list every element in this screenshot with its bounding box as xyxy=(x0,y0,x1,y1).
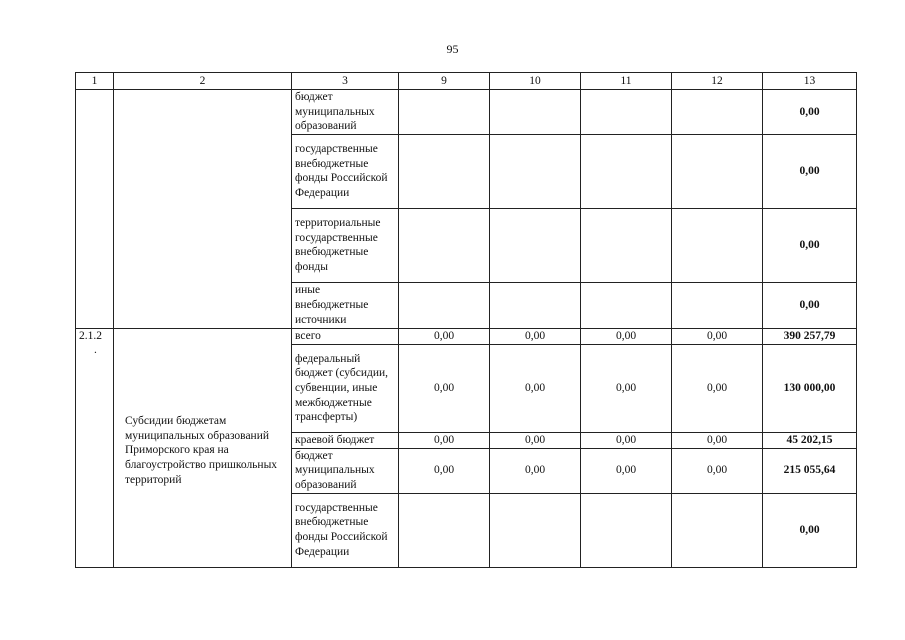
value-cell xyxy=(490,134,581,208)
header-cell: 1 xyxy=(76,73,114,90)
value-cell xyxy=(581,134,672,208)
row-number: 2.1.2 xyxy=(79,329,102,342)
total-cell: 45 202,15 xyxy=(763,432,857,448)
row-number-cell xyxy=(76,328,114,567)
value-cell: 0,00 xyxy=(581,328,672,344)
row-name-cell xyxy=(114,328,292,567)
value-cell: 0,00 xyxy=(490,432,581,448)
header-cell: 10 xyxy=(490,73,581,90)
value-cell: 0,00 xyxy=(490,344,581,432)
value-cell xyxy=(581,493,672,567)
total-cell: 0,00 xyxy=(763,134,857,208)
value-cell xyxy=(399,208,490,282)
value-cell xyxy=(490,493,581,567)
funding-source: иные внебюджетные источники xyxy=(292,282,399,328)
value-cell xyxy=(399,493,490,567)
value-cell xyxy=(672,282,763,328)
funding-source: бюджет муниципальных образований xyxy=(292,448,399,493)
value-cell: 0,00 xyxy=(581,344,672,432)
funding-source: всего xyxy=(292,328,399,344)
value-cell: 0,00 xyxy=(672,448,763,493)
value-cell xyxy=(672,90,763,135)
total-cell: 390 257,79 xyxy=(763,328,857,344)
table-row xyxy=(76,328,857,344)
total-cell: 0,00 xyxy=(763,90,857,135)
row-number-suffix: . xyxy=(94,344,97,357)
header-cell: 9 xyxy=(399,73,490,90)
value-cell: 0,00 xyxy=(399,432,490,448)
funding-source: государственные внебюджетные фонды Российской Федерации xyxy=(292,493,399,567)
page-number: 95 xyxy=(446,42,459,56)
total-cell: 215 055,64 xyxy=(763,448,857,493)
funding-source: федеральный бюджет (субсидии, субвенции, иные межбюджетные трансферты) xyxy=(292,344,399,432)
header-row xyxy=(76,73,857,90)
value-cell: 0,00 xyxy=(399,328,490,344)
total-cell: 0,00 xyxy=(763,208,857,282)
value-cell xyxy=(581,282,672,328)
budget-table xyxy=(75,72,857,568)
value-cell xyxy=(672,493,763,567)
value-cell xyxy=(399,282,490,328)
funding-source: бюджет муниципальных образований xyxy=(292,90,399,135)
value-cell xyxy=(490,208,581,282)
value-cell: 0,00 xyxy=(672,328,763,344)
funding-source: краевой бюджет xyxy=(292,432,399,448)
value-cell xyxy=(581,90,672,135)
table-row xyxy=(76,90,857,135)
value-cell: 0,00 xyxy=(399,448,490,493)
header-cell: 11 xyxy=(581,73,672,90)
row-name-cell xyxy=(114,90,292,329)
total-cell: 0,00 xyxy=(763,282,857,328)
value-cell: 0,00 xyxy=(490,328,581,344)
value-cell xyxy=(672,134,763,208)
total-cell: 0,00 xyxy=(763,493,857,567)
total-cell: 130 000,00 xyxy=(763,344,857,432)
value-cell: 0,00 xyxy=(672,344,763,432)
value-cell xyxy=(490,282,581,328)
value-cell: 0,00 xyxy=(399,344,490,432)
row-name: Субсидии бюджетам муниципальных образований Приморского края на благоустройство пришкольных территорий xyxy=(125,415,278,486)
funding-source: государственные внебюджетные фонды Российской Федерации xyxy=(292,134,399,208)
value-cell: 0,00 xyxy=(581,448,672,493)
value-cell xyxy=(399,134,490,208)
row-number-cell xyxy=(76,90,114,329)
value-cell xyxy=(490,90,581,135)
value-cell xyxy=(399,90,490,135)
header-cell: 2 xyxy=(114,73,292,90)
value-cell xyxy=(581,208,672,282)
header-cell: 3 xyxy=(292,73,399,90)
value-cell: 0,00 xyxy=(672,432,763,448)
value-cell: 0,00 xyxy=(490,448,581,493)
header-cell: 13 xyxy=(763,73,857,90)
value-cell xyxy=(672,208,763,282)
value-cell: 0,00 xyxy=(581,432,672,448)
funding-source: территориальные государственные внебюджетные фонды xyxy=(292,208,399,282)
header-cell: 12 xyxy=(672,73,763,90)
